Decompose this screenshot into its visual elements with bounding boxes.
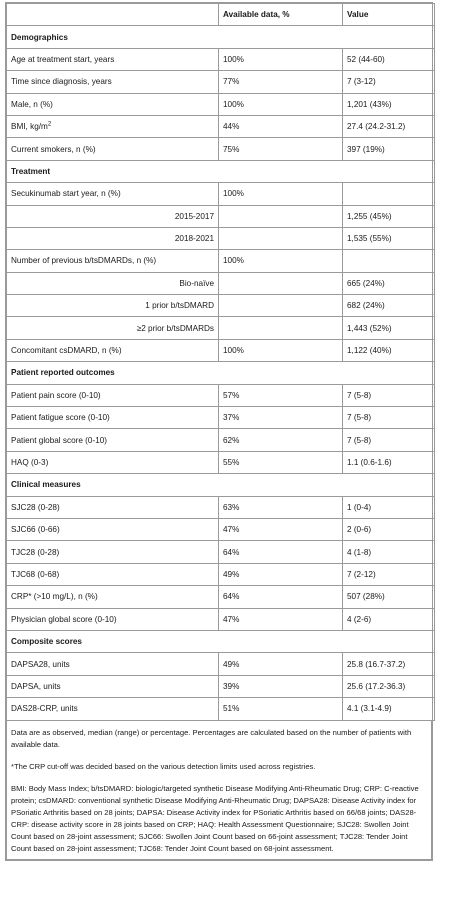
table-row xyxy=(7,227,435,249)
baseline-characteristics-document xyxy=(5,2,433,861)
table-row xyxy=(7,675,435,697)
table-row xyxy=(7,317,435,339)
row-label: Bio-naïve xyxy=(7,272,219,294)
row-label: 2018-2021 xyxy=(7,227,219,249)
section-treatment xyxy=(7,160,435,182)
row-available: 100% xyxy=(219,339,343,361)
row-available: 64% xyxy=(219,541,343,563)
baseline-characteristics-table xyxy=(6,3,435,721)
section-title: Clinical measures xyxy=(7,474,435,496)
row-value: 4 (2-6) xyxy=(343,608,435,630)
row-label: Patient pain score (0-10) xyxy=(7,384,219,406)
row-value: 1 (0-4) xyxy=(343,496,435,518)
row-label: Age at treatment start, years xyxy=(7,48,219,70)
section-title: Demographics xyxy=(7,26,435,48)
table-row xyxy=(7,384,435,406)
row-value: 682 (24%) xyxy=(343,295,435,317)
row-available: 55% xyxy=(219,451,343,473)
row-label: ≥2 prior b/tsDMARDs xyxy=(7,317,219,339)
row-value: 2 (0-6) xyxy=(343,518,435,540)
row-available: 57% xyxy=(219,384,343,406)
table-row xyxy=(7,541,435,563)
row-value: 1,122 (40%) xyxy=(343,339,435,361)
row-label: Time since diagnosis, years xyxy=(7,71,219,93)
row-available xyxy=(219,205,343,227)
row-available xyxy=(219,272,343,294)
table-row xyxy=(7,518,435,540)
table-row xyxy=(7,496,435,518)
table-row xyxy=(7,407,435,429)
row-value: 7 (2-12) xyxy=(343,563,435,585)
row-value: 1,443 (52%) xyxy=(343,317,435,339)
row-value: 1.1 (0.6-1.6) xyxy=(343,451,435,473)
table-row xyxy=(7,295,435,317)
row-label: Concomitant csDMARD, n (%) xyxy=(7,339,219,361)
table-header-row xyxy=(7,4,435,26)
row-label: Secukinumab start year, n (%) xyxy=(7,183,219,205)
row-available xyxy=(219,317,343,339)
row-available: 49% xyxy=(219,563,343,585)
header-label-column xyxy=(7,4,219,26)
section-clinical-measures xyxy=(7,474,435,496)
row-value xyxy=(343,183,435,205)
table-row xyxy=(7,48,435,70)
row-value: 397 (19%) xyxy=(343,138,435,160)
row-label: DAPSA28, units xyxy=(7,653,219,675)
row-label: 2015-2017 xyxy=(7,205,219,227)
row-label-bmi xyxy=(7,115,219,137)
table-row xyxy=(7,138,435,160)
section-demographics xyxy=(7,26,435,48)
row-label: SJC28 (0-28) xyxy=(7,496,219,518)
row-label: Physician global score (0-10) xyxy=(7,608,219,630)
row-available xyxy=(219,227,343,249)
table-row xyxy=(7,586,435,608)
row-label: Number of previous b/tsDMARDs, n (%) xyxy=(7,250,219,272)
row-value: 665 (24%) xyxy=(343,272,435,294)
row-value: 7 (5-8) xyxy=(343,407,435,429)
row-label: Patient fatigue score (0-10) xyxy=(7,407,219,429)
section-title: Composite scores xyxy=(7,630,435,652)
row-label: Male, n (%) xyxy=(7,93,219,115)
table-row xyxy=(7,115,435,137)
row-label: HAQ (0-3) xyxy=(7,451,219,473)
row-available: 49% xyxy=(219,653,343,675)
row-label: Current smokers, n (%) xyxy=(7,138,219,160)
row-label: TJC68 (0-68) xyxy=(7,563,219,585)
row-available: 77% xyxy=(219,71,343,93)
table-row xyxy=(7,608,435,630)
row-label: SJC66 (0-66) xyxy=(7,518,219,540)
row-value: 4.1 (3.1-4.9) xyxy=(343,698,435,720)
table-row xyxy=(7,653,435,675)
table-row xyxy=(7,183,435,205)
row-available: 100% xyxy=(219,93,343,115)
table-row xyxy=(7,205,435,227)
row-available: 63% xyxy=(219,496,343,518)
row-available: 100% xyxy=(219,48,343,70)
table-footnotes xyxy=(6,721,432,860)
table-row xyxy=(7,339,435,361)
table-row xyxy=(7,563,435,585)
section-patient-reported-outcomes xyxy=(7,362,435,384)
table-row xyxy=(7,698,435,720)
table-row xyxy=(7,250,435,272)
section-title: Treatment xyxy=(7,160,435,182)
row-available xyxy=(219,295,343,317)
row-label: DAS28-CRP, units xyxy=(7,698,219,720)
row-value: 7 (5-8) xyxy=(343,384,435,406)
row-value: 1,201 (43%) xyxy=(343,93,435,115)
row-label: Patient global score (0-10) xyxy=(7,429,219,451)
table-row xyxy=(7,93,435,115)
footnote-abbreviations: BMI: Body Mass Index; b/tsDMARD: biologic/targeted synthetic Disease Modifying Anti-Rheumatic Drug; CRP: C-reactive protein; csDMARD: conventional synthetic Disease Modifying Anti-Rheumatic Drug; DAPSA28: Disease Activity index for PSoriatic Arthritis based on 28 joints; DAPSA: Disease Activity index for PSoriatic Arthritis based on 66/68 joints; DAS28-CRP: disease activity score in 28 joints based on CRP; HAQ: Health Assessment Questionnaire; SJC28: Swollen Joint Count based on 28-joint assessment; SJC66: Swollen Joint Count based on 66-joint assessment; TJC28: Tender Joint Count based on 28-joint assessment; TJC68: Tender Joint Count based on 68-joint assessment. xyxy=(11,783,419,853)
row-available: 44% xyxy=(219,115,343,137)
row-value: 507 (28%) xyxy=(343,586,435,608)
row-label: DAPSA, units xyxy=(7,675,219,697)
row-available: 47% xyxy=(219,608,343,630)
table-row xyxy=(7,71,435,93)
footnote-data-description: Data are as observed, median (range) or percentage. Percentages are calculated based on the number of patients with available data. xyxy=(11,727,412,749)
row-value: 25.8 (16.7-37.2) xyxy=(343,653,435,675)
row-available: 37% xyxy=(219,407,343,429)
row-value: 1,535 (55%) xyxy=(343,227,435,249)
footnote-crp-cutoff: *The CRP cut-off was decided based on the various detection limits used across registries. xyxy=(11,761,316,771)
row-value: 1,255 (45%) xyxy=(343,205,435,227)
row-label: CRP* (>10 mg/L), n (%) xyxy=(7,586,219,608)
row-value: 7 (5-8) xyxy=(343,429,435,451)
row-label: 1 prior b/tsDMARD xyxy=(7,295,219,317)
row-value: 52 (44-60) xyxy=(343,48,435,70)
superscript: 2 xyxy=(47,121,52,128)
row-available: 64% xyxy=(219,586,343,608)
row-available: 62% xyxy=(219,429,343,451)
section-composite-scores xyxy=(7,630,435,652)
section-title: Patient reported outcomes xyxy=(7,362,435,384)
header-available-data: Available data, % xyxy=(219,4,343,26)
row-available: 100% xyxy=(219,183,343,205)
row-available: 47% xyxy=(219,518,343,540)
row-value xyxy=(343,250,435,272)
row-value: 7 (3-12) xyxy=(343,71,435,93)
header-value: Value xyxy=(343,4,435,26)
row-label: BMI, kg/m xyxy=(11,122,48,132)
table-row xyxy=(7,272,435,294)
row-available: 51% xyxy=(219,698,343,720)
table-row xyxy=(7,451,435,473)
row-value: 25.6 (17.2-36.3) xyxy=(343,675,435,697)
row-available: 39% xyxy=(219,675,343,697)
row-available: 75% xyxy=(219,138,343,160)
row-value: 27.4 (24.2-31.2) xyxy=(343,115,435,137)
row-available: 100% xyxy=(219,250,343,272)
row-value: 4 (1-8) xyxy=(343,541,435,563)
table-row xyxy=(7,429,435,451)
row-label: TJC28 (0-28) xyxy=(7,541,219,563)
